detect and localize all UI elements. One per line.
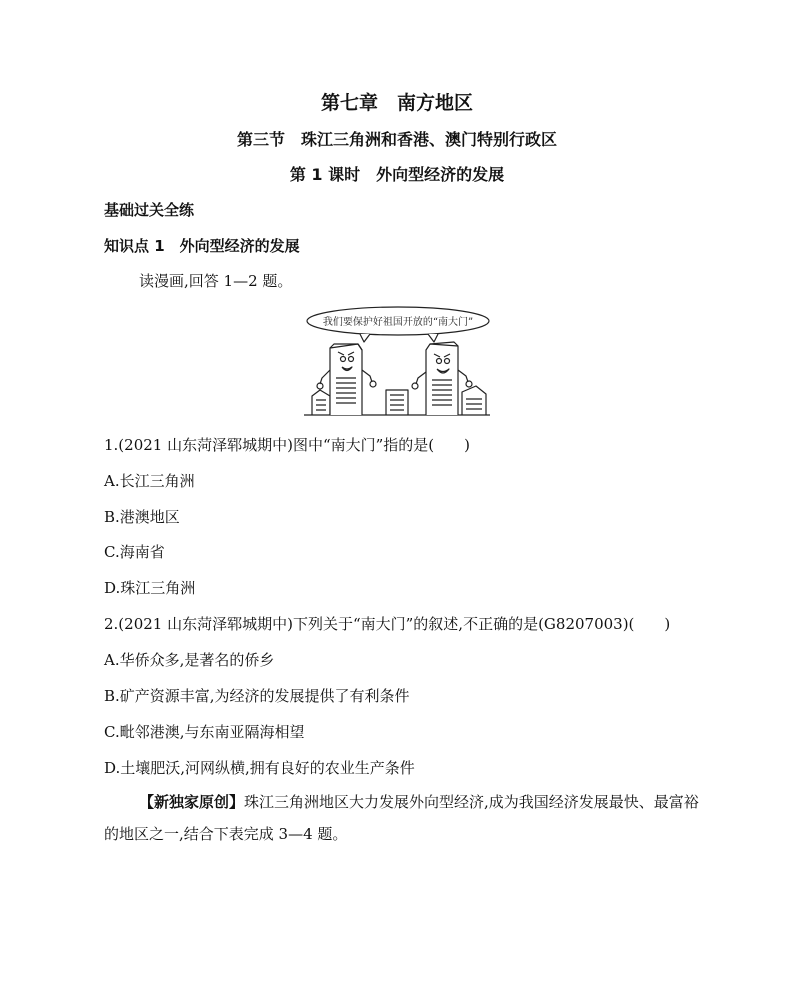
question-1-option-d: D.珠江三角洲	[104, 579, 196, 597]
question-2-stem: 2.(2021 山东菏泽郓城期中)下列关于“南大门”的叙述,不正确的是(G8207003)( )	[104, 615, 671, 633]
question-2-option-d: D.土壤肥沃,河网纵横,拥有良好的农业生产条件	[104, 759, 415, 777]
practice-title: 基础过关全练	[104, 201, 195, 219]
knowledge-point: 知识点 1 外向型经济的发展	[104, 237, 300, 255]
cartoon-drawing	[300, 304, 495, 419]
original-note-text: 珠江三角洲地区大力发展外向型经济,成为我国经济发展最快、最富裕的地区之一,结合下表完成 3—4 题。	[104, 793, 699, 843]
speech-bubble-text: 我们要保护好祖国开放的“南大门”	[322, 317, 474, 328]
instruction: 读漫画,回答 1—2 题。	[139, 272, 293, 290]
lesson-title: 第 1 课时 外向型经济的发展	[289, 165, 505, 184]
question-1-option-a: A.长江三角洲	[104, 472, 195, 490]
question-2-option-b: B.矿产资源丰富,为经济的发展提供了有利条件	[104, 687, 410, 705]
chapter-title: 第七章 南方地区	[320, 92, 473, 114]
question-1-option-b: B.港澳地区	[104, 508, 180, 526]
original-note-paragraph	[104, 786, 699, 850]
section-title: 第三节 珠江三角洲和香港、澳门特别行政区	[236, 130, 557, 149]
question-2-option-c: C.毗邻港澳,与东南亚隔海相望	[104, 723, 305, 741]
question-1-option-c: C.海南省	[104, 543, 165, 561]
cartoon-illustration	[300, 304, 495, 419]
original-note-tag: 【新独家原创】	[139, 793, 245, 811]
question-1-stem: 1.(2021 山东菏泽郓城期中)图中“南大门”指的是( )	[104, 436, 471, 454]
question-2-option-a: A.华侨众多,是著名的侨乡	[104, 651, 275, 669]
